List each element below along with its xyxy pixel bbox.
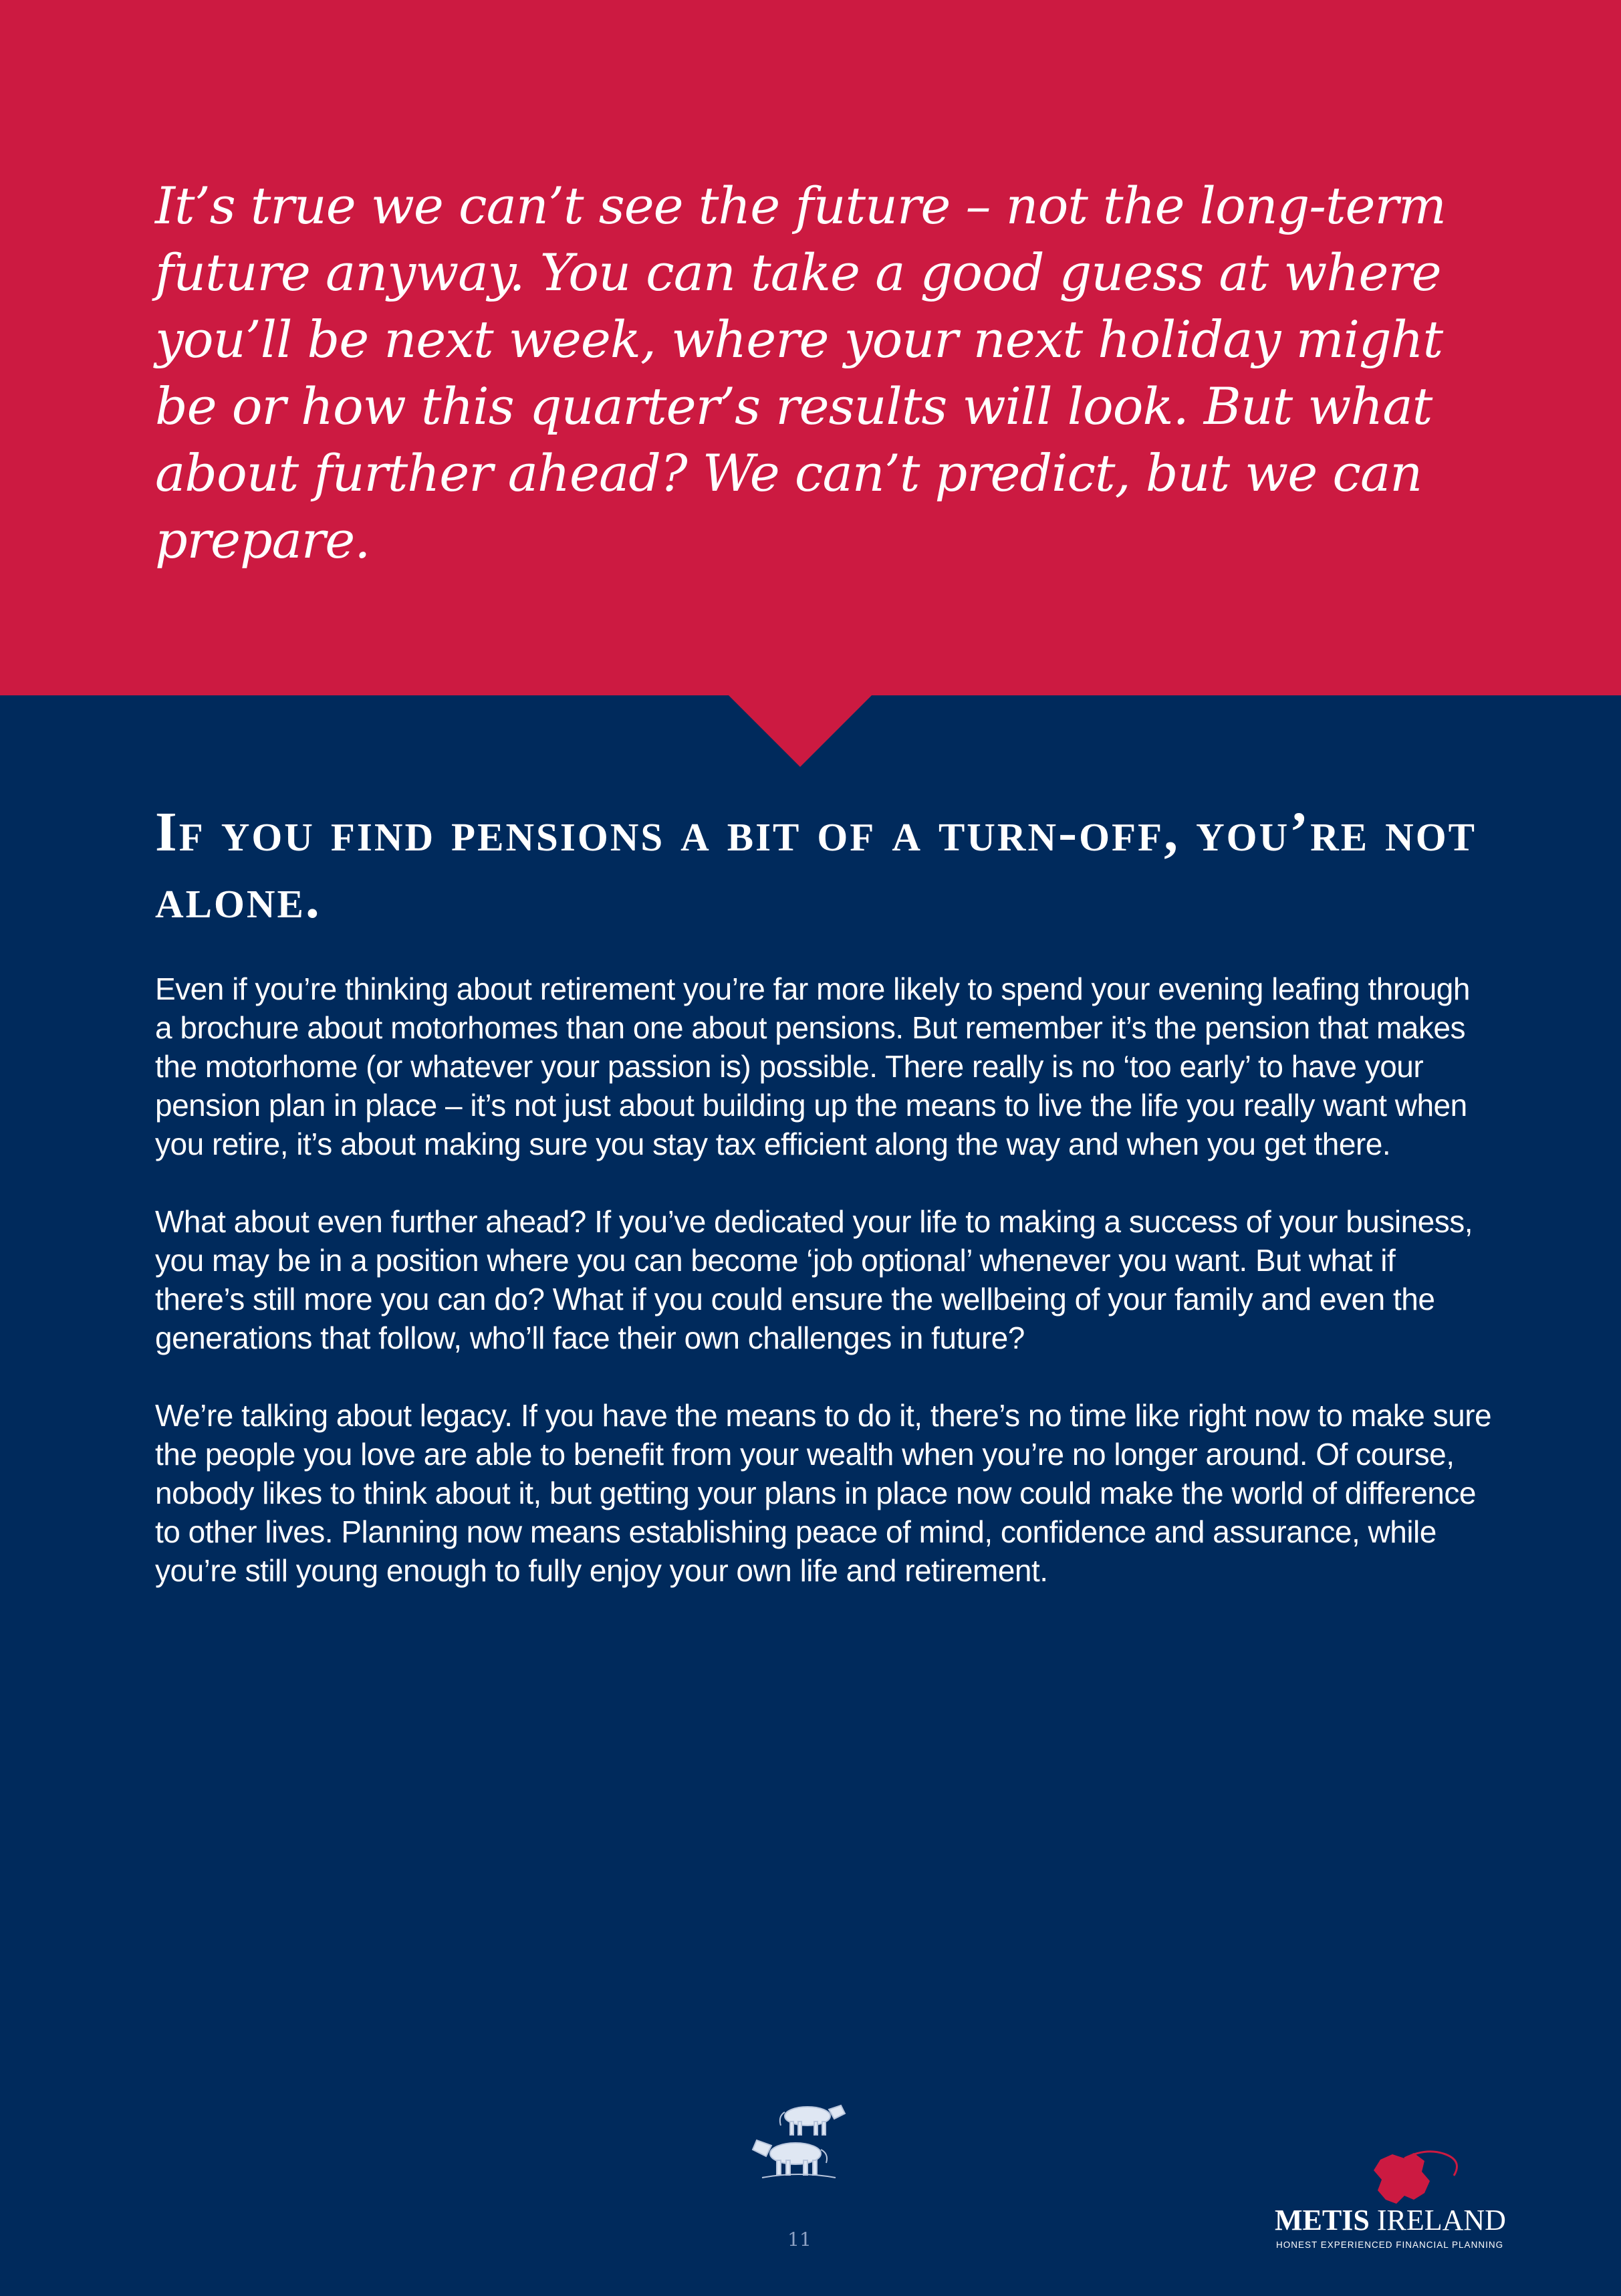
body-copy [155,969,1492,1629]
paragraph-job-optional: What about even further ahead? If you’ve dedicated your life to making a success of your business, you may be in a position where you can become ‘job optional’ whenever you want. But what if there’s still more you can do? What if you could ensure the wellbeing of your family and even the generations that follow, who’ll face their own challenges in future? [155,1204,1473,1355]
paragraph-pension-planning: Even if you’re thinking about retirement you’re far more likely to spend your evening leafing through a brochure about motorhomes than one about pensions. But remember it’s the pension that makes the motorhome (or whatever your passion is) possible. There really is no ‘too early’ to have your pension plan in place – it’s not just about building up the means to live the life you really want when you retire, it’s about making sure you stay tax efficient along the way and when you get there. [155,971,1470,1161]
section-heading: If you find pensions a bit of a turn-off, you’re not alone. [155,801,1477,930]
brand-logo [1273,2146,1514,2260]
brand-tagline: HONEST EXPERIENCED FINANCIAL PLANNING [1276,2240,1504,2250]
ireland-map-icon [1374,2152,1457,2204]
banner-pointer-arrow [728,695,872,767]
page-number: 11 [787,2228,812,2251]
intro-quote: It’s true we can’t see the future – not the long-term future anyway. You can take a good guess at where you’ll be next week, where your next holiday might be or how this quarter’s results will look. But what about further ahead? We can’t predict, but we can prepare. [155,176,1446,570]
brand-name: METIS IRELAND [1275,2204,1506,2236]
paragraph-legacy: We’re talking about legacy. If you have the means to do it, there’s no time like right now to make sure the people you love are able to benefit from your wealth when you’re no longer around. Of course, nobody likes to think about it, but getting your plans in place now could make the world of difference to other lives. Planning now means establishing peace of mind, confidence and assurance, while you’re still young enough to fully enjoy your own life and retirement. [155,1398,1492,1588]
cattle-illustration-icon [749,2096,849,2183]
